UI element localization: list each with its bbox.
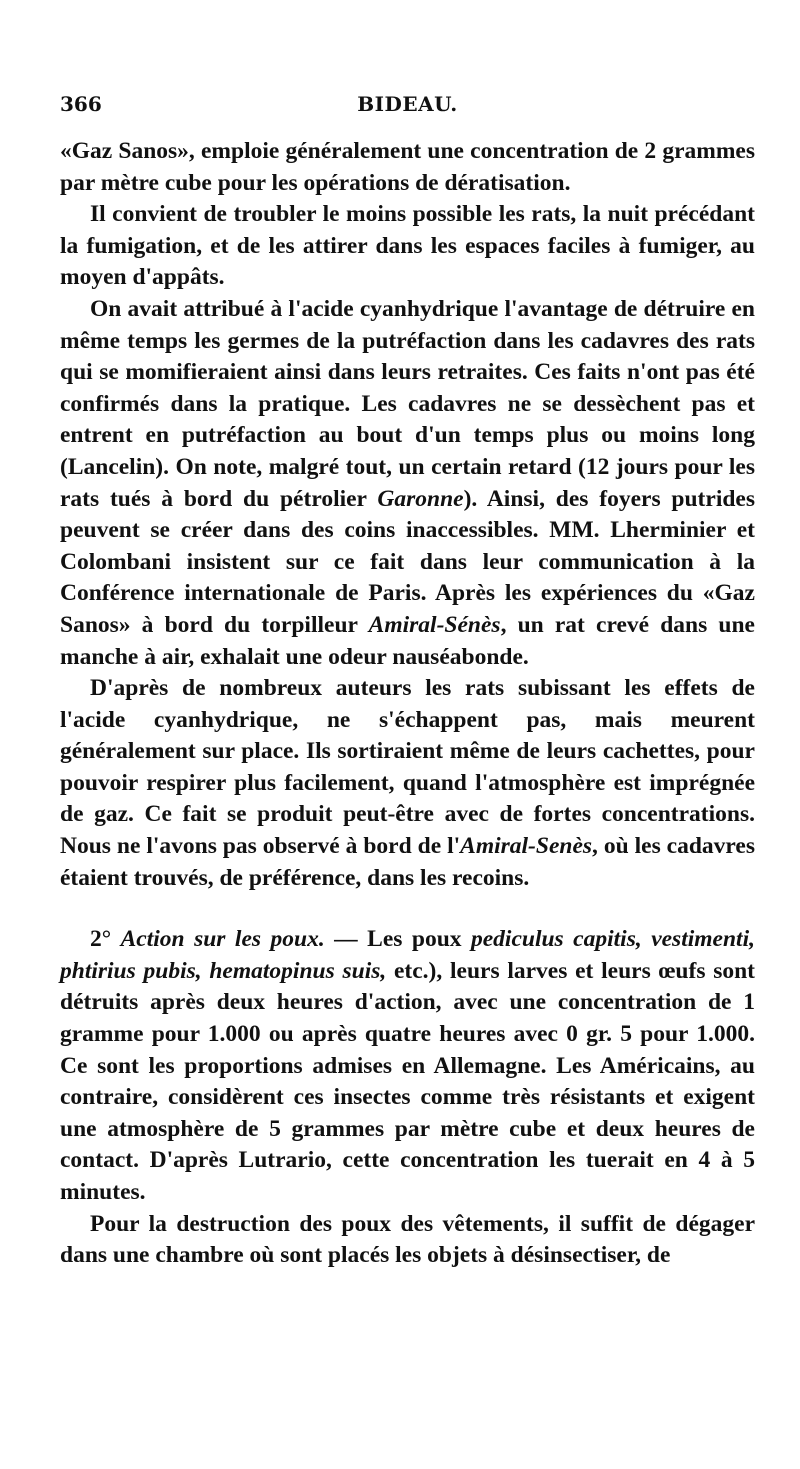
paragraph-1 (60, 136, 755, 199)
ship-name-amiral-senes: Amiral-Sénès (368, 611, 501, 638)
section-gap (60, 894, 755, 924)
paragraph-4-text-a: D'après de nombreux auteurs les rats subissant les effets de l'acide cyanhydrique, ne s'échappent pas, mais meurent généralement sur place. Ils sortiraient même de leurs cachettes, pour pouvoir respirer plus facilement, quand l'atmosphère est imprégnée de gaz. Ce fait se produit peut-être avec de fortes concentrations. Nous ne l'avons pas observé à bord de l' (60, 675, 755, 860)
paragraph-6 (60, 1209, 755, 1272)
paragraph-4 (60, 673, 755, 894)
paragraph-5-text-a: — Les poux (324, 926, 471, 953)
section-number: 2° (90, 926, 121, 953)
paragraph-4-text-b: , où les cadavres étaient trouvés, de préférence, dans les recoins. (60, 833, 756, 891)
ship-name-garonne: Garonne (377, 485, 464, 512)
paragraph-6-text: Pour la destruction des poux des vêtements, il suffit de dégager dans une chambre où sont placés les objets à désinsectiser, de (60, 1210, 755, 1269)
paragraph-3 (60, 294, 755, 673)
paragraph-1-text: «Gaz Sanos», emploie généralement une concentration de 2 grammes par mètre cube pour les opérations de dératisation. (60, 138, 755, 196)
running-title: BIDEAU. (357, 92, 458, 116)
section-heading: Action sur les poux. (120, 926, 325, 953)
paragraph-2 (60, 199, 755, 294)
paragraph-3-text-c: , un rat crevé dans une manche à air, exhalait une odeur nauséabonde. (60, 611, 755, 670)
species-names: pediculus capitis, vestimenti, phtirius pubis, hematopinus suis, (60, 926, 755, 984)
paragraph-5 (60, 924, 755, 1208)
ship-name-amiral-senes-2: Amiral-Senès (460, 833, 593, 860)
paragraph-3-text-b: ). Ainsi, des foyers putrides peuvent se créer dans des coins inaccessibles. MM. Lherminier et Colombani insistent sur ce fait dans leur communication à la Conférence internationale de Paris. Après les expériences du «Gaz Sanos» à bord du torpilleur (60, 485, 755, 638)
paragraph-3-text-a: On avait attribué à l'acide cyanhydrique l'avantage de détruire en même temps les germes de la putréfaction dans les cadavres des rats qui se momifieraient ainsi dans leurs retraites. Ces faits n'ont pas été confirmés dans la pratique. Les cadavres ne se dessèchent pas et entrent en putréfaction au bout d'un temps plus ou moins long (Lancelin). On note, malgré tout, un certain retard (12 jours pour les rats tués à bord du pétrolier (60, 295, 755, 512)
body-text (60, 136, 755, 1272)
page-header (60, 92, 755, 122)
paragraph-5-text-b: etc.), leurs larves et leurs œufs sont détruits après deux heures d'action, avec une concentration de 1 gramme pour 1.000 ou après quatre heures avec 0 gr. 5 pour 1.000. Ce sont les proportions admises en Allemagne. Les Américains, au contraire, considèrent ces insectes comme très résistants et exigent une atmosphère de 5 grammes par mètre cube et deux heures de contact. D'après Lutrario, cette concentration les tuerait en 4 à 5 minutes. (60, 957, 755, 1205)
paragraph-2-text: Il convient de troubler le moins possible les rats, la nuit précédant la fumigation, et de les attirer dans les espaces faciles à fumiger, au moyen d'appâts. (60, 201, 755, 291)
page-number: 366 (60, 92, 102, 116)
